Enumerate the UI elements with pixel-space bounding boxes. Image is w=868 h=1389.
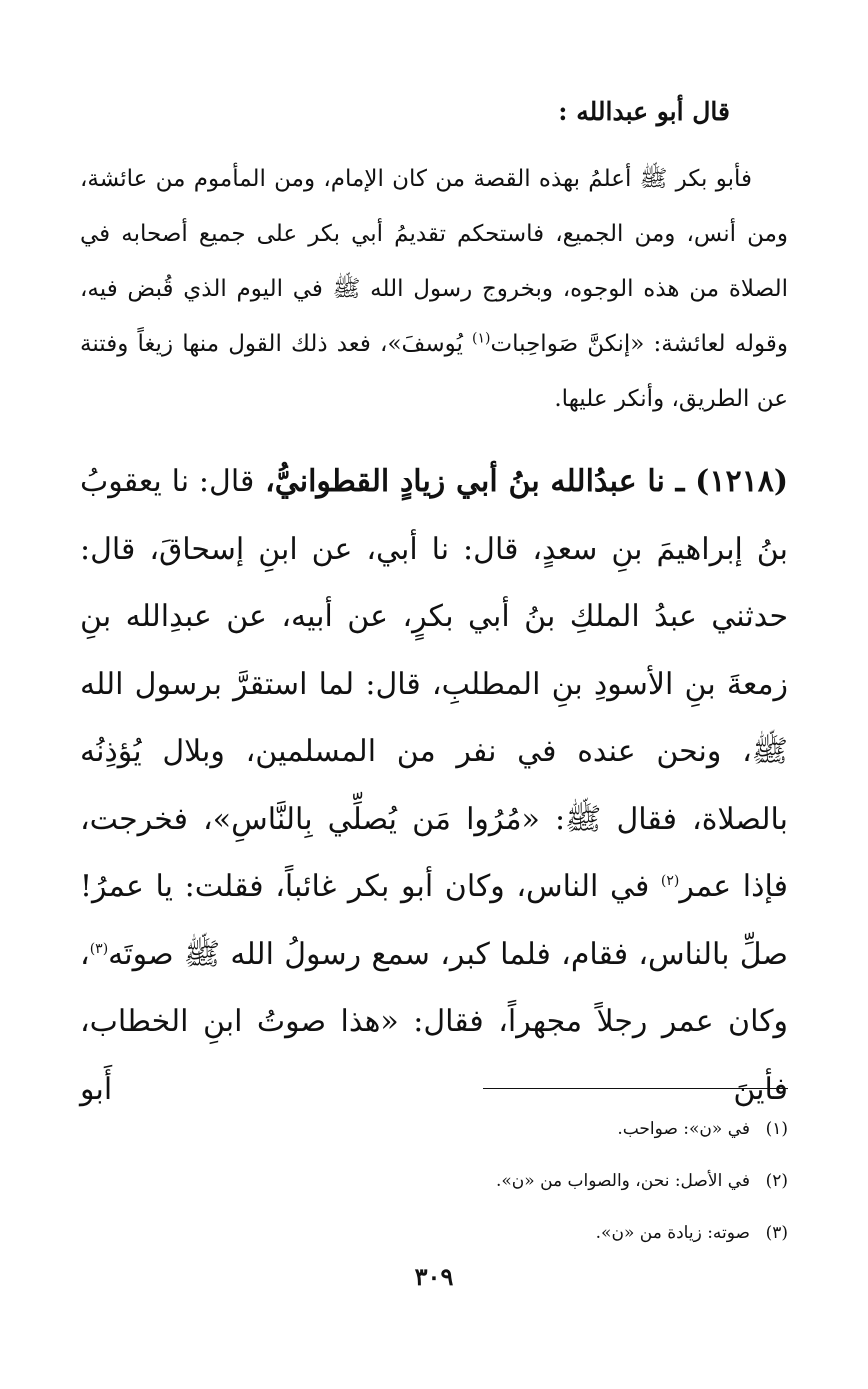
intro-paragraph xyxy=(80,152,788,427)
intro-line-4b: يُوسفَ»، فعد ذلك القول xyxy=(228,331,473,357)
footnote-number: (٣) xyxy=(765,1223,788,1243)
footnote-number: (١) xyxy=(765,1119,788,1139)
footnote-ref-3: (٣) xyxy=(89,940,109,957)
intro-line-4a: قُبض فيه، وقوله لعائشة: «إنكنَّ صَواحِبات xyxy=(80,276,789,357)
intro-line-2: عائشة، ومن أنس، ومن الجميع، فاستحكم تقديمُ أبي بكر على جميع xyxy=(80,166,789,247)
intro-line-1: فأبو بكر ﷺ أعلمُ بهذه القصة من كان الإمام، ومن المأموم من xyxy=(155,166,752,192)
hadith-text-3: ، وكان عمر رجلاً مجهراً، فقال: «هذا صوتُ ابنِ الخطاب، فأينَ أَبو xyxy=(80,936,788,1107)
hadith-paragraph xyxy=(80,448,788,1123)
footnote-number: (٢) xyxy=(765,1171,788,1191)
footnote-text: في «ن»: صواحب. xyxy=(617,1119,750,1139)
hadith-number: (١٢١٨) xyxy=(695,464,789,499)
footnote-text: في الأصل: نحن، والصواب من «ن». xyxy=(495,1171,750,1191)
section-heading: قال أبو عبدالله : xyxy=(558,97,730,126)
hadith-lead: ـ نا عبدُالله بنُ أبي زيادٍ القطوانيُّ، xyxy=(254,464,696,499)
hadith-text-1: قال: نا يعقوبُ بنُ إبراهيمَ بنِ سعدٍ، قال: نا أبي، عن ابنِ إسحاقَ، قال: حدثني عبدُ الملكِ بنُ أبي بكرٍ، عن أبيه، عن عبدِالله بنِ زمعةَ بنِ الأسودِ بنِ المطلبِ، قال: لما استقرَّ برسول الله ﷺ، ونحن عنده في نفر من المسلمين، وبلال يُؤذِنُه بالصلاة، فقال ﷺ: «مُرُوا مَن يُصلِّي بِالنَّاسِ»، فخرجت، فإذا عمر xyxy=(80,464,788,904)
footnote-divider xyxy=(483,1088,788,1089)
footnotes-list xyxy=(80,1103,788,1259)
footnote-ref-2: (٢) xyxy=(660,873,680,889)
footnote-item xyxy=(80,1207,788,1259)
hadith-text-2: في الناس، وكان أبو بكر غائباً، فقلت: يا عمرُ! صلِّ بالناس، فقام، فلما كبر، سمع رسولُ الله ﷺ صوتَه xyxy=(80,869,789,972)
intro-line-3: أصحابه في الصلاة من هذه الوجوه، وبخروج رسول الله ﷺ في اليوم الذي xyxy=(80,221,788,302)
footnote-item xyxy=(80,1103,788,1155)
footnote-text: صوته: زيادة من «ن». xyxy=(595,1223,750,1243)
page-number: ٣٠٩ xyxy=(414,1262,454,1291)
intro-line-5: منها زيغاً وفتنة عن الطريق، وأنكر عليها. xyxy=(80,331,788,412)
footnote-ref-1: (١) xyxy=(472,330,491,347)
footnote-item xyxy=(80,1155,788,1207)
